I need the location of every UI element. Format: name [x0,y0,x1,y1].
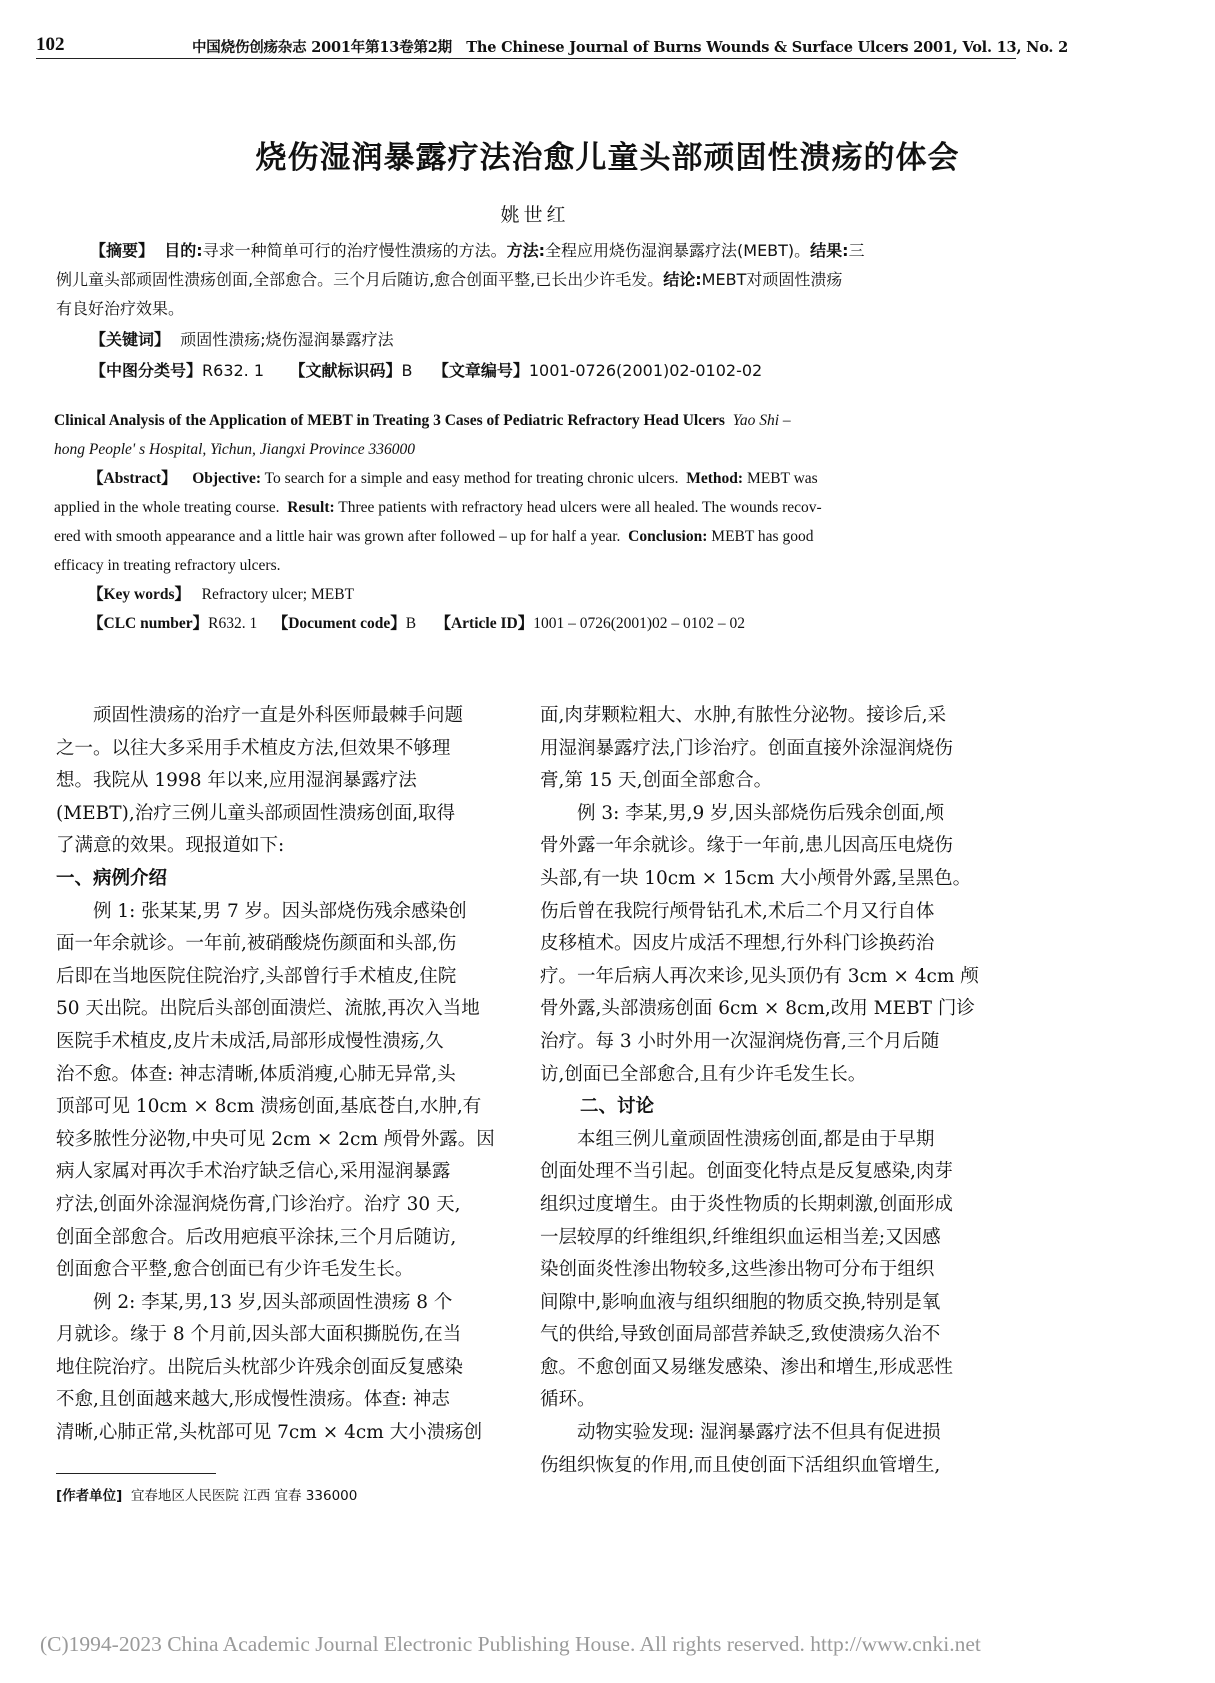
copyright-watermark: (C)1994-2023 China Academic Journal Electronic Publishing House. All rights reserved. http://www.cnki.net [40,1632,981,1656]
en-conclusion-l4: efficacy in treating refractory ulcers. [54,557,281,574]
cn-doc: B [401,361,413,380]
cn-clc: R632. 1 [202,361,265,380]
en-result-l2: Three patients with refractory head ulcers were all healed. The wounds recov- [338,499,822,516]
body-text-line: 间隙中,影响血液与组织细胞的物质交换,特别是氧 [540,1291,941,1313]
body-text-line: 愈。不愈创面又易继发感染、渗出和增生,形成恶性 [540,1356,953,1378]
body-text-line: 之一。以往大多采用手术植皮方法,但效果不够理 [56,737,451,759]
cn-method-label: 方法: [506,241,546,260]
body-text-line: 面,肉芽颗粒粗大、水肿,有脓性分泌物。接诊后,采 [540,705,947,726]
body-column-right [540,700,982,1482]
en-conclusion-label: Conclusion: [628,528,708,545]
body-text-line: 创面全部愈合。后改用疤痕平涂抹,三个月后随访, [56,1226,457,1248]
en-objective-label: Objective: [192,470,262,487]
body-text-line: 50 天出院。出院后头部创面溃烂、流脓,再次入当地 [56,998,480,1020]
en-abstract-label: 【Abstract】 [88,470,177,487]
body-text-line: 染创面炎性渗出物较多,这些渗出物可分布于组织 [540,1259,935,1281]
body-text-line: 面一年余就诊。一年前,被硝酸烧伤颜面和头部,伤 [56,933,457,955]
section-heading: 一、病例介绍 [56,867,168,889]
en-article-label: 【Article ID】 [435,615,534,632]
en-objective: To search for a simple and easy method for treating chronic ulcers. [264,470,679,487]
body-text-line: 顶部可见 10cm × 8cm 溃疡创面,基底苍白,水肿,有 [56,1096,482,1118]
body-text-line: 膏,第 15 天,创面全部愈合。 [540,770,773,792]
en-abstract [54,406,984,638]
en-title: Clinical Analysis of the Application of MEBT in Treating 3 Cases of Pediatric Refractory Head Ulcers [54,412,725,429]
affiliation-label: [作者单位] [56,1488,123,1504]
body-text-line: 本组三例儿童顽固性溃疡创面,都是由于早期 [577,1128,935,1150]
body-text-line: (MEBT),治疗三例儿童头部顽固性溃疡创面,取得 [56,802,456,824]
body-text-line: 骨外露一年余就诊。缘于一年前,患儿因高压电烧伤 [540,835,953,857]
body-text-line: 较多脓性分泌物,中央可见 2cm × 2cm 颅骨外露。因 [56,1128,495,1150]
section-heading: 二、讨论 [580,1096,655,1118]
body-text-line: 一层较厚的纤维组织,纤维组织血运相当差;又因感 [540,1226,941,1248]
body-text-line: 后即在当地医院住院治疗,头部曾行手术植皮,住院 [56,965,457,987]
en-conclusion-l3: MEBT has good [711,528,814,545]
en-author-l1: Yao Shi – [732,412,791,429]
body-text-line: 地住院治疗。出院后头枕部少许残余创面反复感染 [56,1356,464,1378]
body-text-line: 例 1: 张某某,男 7 岁。因头部烧伤残余感染创 [93,900,467,922]
cn-article-no: 1001-0726(2001)02-0102-02 [528,361,763,380]
running-header [36,34,1068,56]
en-result-label: Result: [287,499,335,516]
body-text-line: 清晰,心肺正常,头枕部可见 7cm × 4cm 大小溃疡创 [56,1422,483,1444]
cn-abstract-label: 【摘要】 [90,241,155,260]
body-text-line: 疗。一年后病人再次来诊,见头顶仍有 3cm × 4cm 颅 [540,965,979,987]
body-text-line: 想。我院从 1998 年以来,应用湿润暴露疗法 [56,770,417,792]
en-method-l2: applied in the whole treating course. [54,499,280,516]
en-keywords: Refractory ulcer; MEBT [201,586,355,603]
cn-conclusion-l3: 有良好治疗效果。 [56,299,185,318]
author-affiliation [56,1484,357,1504]
body-text-line: 循环。 [540,1389,596,1411]
cn-keywords-label: 【关键词】 [90,330,171,349]
body-text-line: 骨外露,头部溃疡创面 6cm × 8cm,改用 MEBT 门诊 [540,998,975,1020]
body-text-line: 病人家属对再次手术治疗缺乏信心,采用湿润暴露 [56,1161,451,1183]
body-text-line: 了满意的效果。现报道如下: [56,835,285,857]
cn-result-l2: 例儿童头部顽固性溃疡创面,全部愈合。三个月后随访,愈合创面平整,已长出少许毛发。 [56,270,664,289]
cn-conclusion-label: 结论: [663,270,702,289]
en-result-l3: ered with smooth appearance and a little hair was grown after followed – up for half a year. [54,528,621,545]
body-text-line: 气的供给,导致创面局部营养缺乏,致使溃疡久治不 [540,1324,941,1346]
cn-objective-label: 目的: [164,241,203,260]
en-method-label: Method: [686,470,744,487]
cn-conclusion-l2: MEBT对顽固性溃疡 [701,270,843,289]
cn-result-label: 结果: [810,241,849,260]
cn-abstract [56,236,976,385]
body-text-line: 治不愈。体查: 神志清晰,体质消瘦,心肺无异常,头 [56,1063,456,1085]
body-text-line: 医院手术植皮,皮片未成活,局部形成慢性溃疡,久 [56,1030,444,1052]
body-text-line: 顽固性溃疡的治疗一直是外科医师最棘手问题 [93,705,464,726]
cn-result-l1: 三 [848,241,865,260]
cn-objective: 寻求一种简单可行的治疗慢性溃疡的方法。 [202,241,507,260]
body-text-line: 伤后曾在我院行颅骨钻孔术,术后二个月又行自体 [540,900,935,922]
article-title: 烧伤湿润暴露疗法治愈儿童头部顽固性溃疡的体会 [255,140,960,176]
affiliation-text: 宜春地区人民医院 江西 宜春 336000 [130,1488,358,1504]
body-text-line: 创面处理不当引起。创面变化特点是反复感染,肉芽 [540,1161,953,1183]
en-clc: R632. 1 [208,615,258,632]
en-author-l2: hong People' s Hospital, Yichun, Jiangxi Province 336000 [54,441,416,458]
body-text-line: 例 3: 李某,男,9 岁,因头部烧伤后残余创面,颅 [577,802,944,824]
en-keywords-label: 【Key words】 [88,586,191,603]
en-doc: B [405,615,417,632]
en-method-l1: MEBT was [746,470,818,487]
body-text-line: 例 2: 李某,男,13 岁,因头部顽固性溃疡 8 个 [93,1291,453,1313]
en-doc-label: 【Document code】 [272,615,406,632]
en-article-no: 1001 – 0726(2001)02 – 0102 – 02 [533,615,746,632]
body-text-line: 访,创面已全部愈合,且有少许毛发生长。 [540,1063,867,1085]
body-text-line: 伤组织恢复的作用,而且使创面下活组织血管增生, [540,1454,941,1476]
header-rule [36,58,1016,59]
body-text-line: 不愈,且创面越来越大,形成慢性溃疡。体查: 神志 [56,1389,450,1411]
body-column-left [56,700,495,1450]
cn-keywords: 顽固性溃疡;烧伤湿润暴露疗法 [180,330,394,349]
body-text-line: 创面愈合平整,愈合创面已有少许毛发生长。 [56,1259,414,1281]
en-clc-label: 【CLC number】 [88,615,209,632]
cn-method: 全程应用烧伤湿润暴露疗法(MEBT)。 [545,241,811,260]
body-text-line: 动物实验发现: 湿润暴露疗法不但具有促进损 [577,1422,941,1444]
body-text-line: 疗法,创面外涂湿润烧伤膏,门诊治疗。治疗 30 天, [56,1193,461,1215]
body-text-line: 月就诊。缘于 8 个月前,因头部大面积撕脱伤,在当 [56,1324,462,1346]
body-text-line: 头部,有一块 10cm × 15cm 大小颅骨外露,呈黑色。 [540,867,972,889]
body-text-line: 治疗。每 3 小时外用一次湿润烧伤膏,三个月后随 [540,1030,940,1052]
page-number: 102 [36,34,65,55]
cn-doc-label: 【文献标识码】 [289,361,402,380]
body-text-line: 组织过度增生。由于炎性物质的长期刺激,创面形成 [540,1193,953,1215]
journal-citation: 中国烧伤创疡杂志 2001年第13卷第2期 The Chinese Journal of Burns Wounds & Surface Ulcers 2001, Vol. 13, No. 2 [192,39,1068,56]
cn-clc-label: 【中图分类号】 [90,361,203,380]
article-author: 姚世红 [500,204,570,226]
body-text-line: 皮移植术。因皮片成活不理想,行外科门诊换药治 [540,933,935,955]
cn-article-label: 【文章编号】 [432,361,529,380]
body-text-line: 用湿润暴露疗法,门诊治疗。创面直接外涂湿润烧伤 [540,737,953,759]
footnote-rule [56,1473,216,1474]
